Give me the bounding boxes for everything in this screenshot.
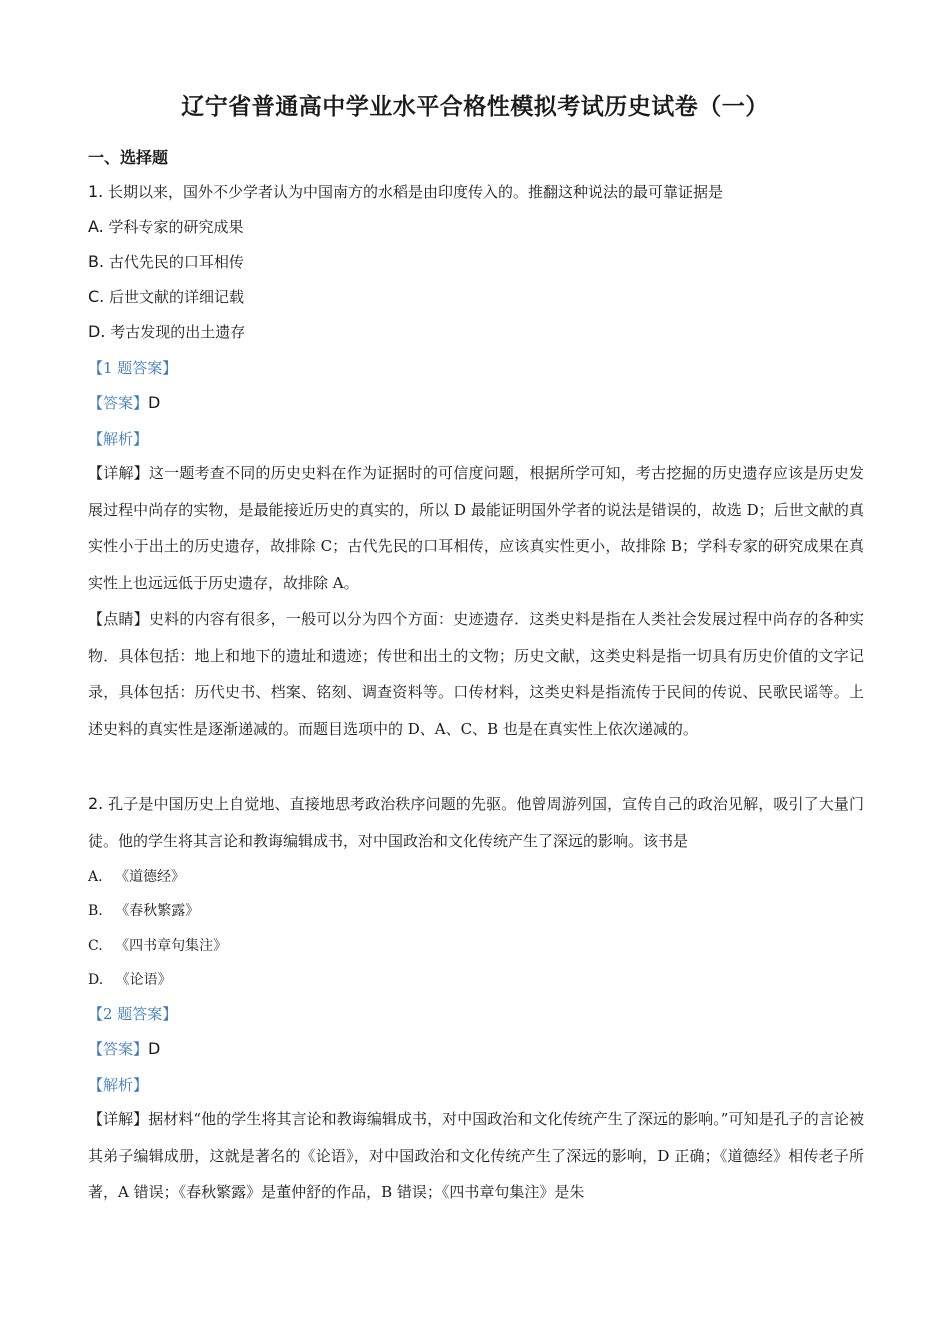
detail-text: 这一题考查不同的历史史料在作为证据时的可信度问题，根据所学可知，考古挖掘的历史遗存应该是历史发展过程中尚存的实物，是最能接近历史的真实的，所以 D 最能证明国外学者的说法是错误的，故选 D；后世文献的真实性小于出土的历史遗存，故排除 C；古代先民的口耳相传，应该真实性更小，故排除 B；学科专家的研究成果在真实性上也远远低于历史遗存，故排除 A。 — [88, 464, 864, 592]
question-2-answer-header: 【2 题答案】 — [88, 1005, 178, 1023]
option-text: 《四书章句集注》 — [115, 938, 228, 954]
answer-value: D — [148, 1039, 161, 1058]
option-text: 《论语》 — [115, 972, 172, 988]
question-2-detail — [88, 1101, 864, 1211]
option-text: 考古发现的出土遗存 — [110, 323, 246, 341]
question-2-answer — [88, 1038, 868, 1060]
answer-value: D — [148, 393, 161, 412]
question-2-option-d — [88, 969, 868, 991]
option-letter: A. — [88, 217, 104, 236]
question-1-analysis-label: 【解析】 — [88, 430, 149, 448]
question-1-detail — [88, 455, 864, 601]
detail-label: 【详解】 — [88, 464, 149, 482]
detail-text: 据材料“他的学生将其言论和教诲编辑成书，对中国政治和文化传统产生了深远的影响。”可知是孔子的言论被其弟子编辑成册，这就是著名的《论语》，对中国政治和文化传统产生了深远的影响，D 正确；《道德经》相传老子所著，A 错误；《春秋繁露》是董仲舒的作品，B 错误；《四书章句集注》是朱 — [88, 1110, 864, 1201]
answer-label: 【答案】 — [88, 1040, 149, 1058]
option-text: 《春秋繁露》 — [115, 903, 200, 919]
option-text: 学科专家的研究成果 — [108, 218, 244, 236]
question-2-option-a — [88, 866, 868, 888]
option-text: 《道德经》 — [115, 869, 186, 885]
option-letter: C. — [88, 287, 105, 306]
option-text: 古代先民的口耳相传 — [108, 253, 244, 271]
question-text: 长期以来，国外不少学者认为中国南方的水稻是由印度传入的。推翻这种说法的最可靠证据是 — [108, 183, 724, 201]
question-1-option-a — [88, 216, 868, 238]
option-letter: B. — [88, 252, 105, 271]
question-1-stem — [88, 181, 868, 203]
question-1-tip — [88, 601, 864, 747]
question-1-option-c — [88, 286, 868, 308]
tip-text: 史料的内容有很多，一般可以分为四个方面：史迹遗存．这类史料是指在人类社会发展过程中尚存的各种实物．具体包括：地上和地下的遗址和遗迹；传世和出土的文物；历史文献，这类史料是指一切具有历史价值的文字记录，具体包括：历代史书、档案、铭刻、调查资料等。口传材料，这类史料是指流传于民间的传说、民歌民谣等。上述史料的真实性是逐渐递减的。而题目选项中的 D、A、C、B 也是在真实性上依次递减的。 — [88, 610, 864, 738]
detail-label: 【详解】 — [88, 1110, 149, 1128]
page-title: 辽宁省普通高中学业水平合格性模拟考试历史试卷（一） — [181, 94, 769, 120]
question-2-option-b — [88, 900, 868, 922]
question-1-answer-header: 【1 题答案】 — [88, 359, 178, 377]
section-heading: 一、选择题 — [88, 148, 169, 167]
option-letter: D. — [88, 972, 104, 988]
question-number: 2. — [88, 794, 104, 813]
answer-label: 【答案】 — [88, 394, 149, 412]
question-1-answer — [88, 392, 868, 414]
question-2-option-c — [88, 935, 868, 957]
question-2-analysis-label: 【解析】 — [88, 1076, 149, 1094]
question-1-option-d — [88, 321, 868, 343]
question-2-stem — [88, 786, 864, 859]
question-1-option-b — [88, 251, 868, 273]
tip-label: 【点睛】 — [88, 610, 149, 628]
option-letter: A. — [88, 869, 103, 885]
option-letter: D. — [88, 322, 106, 341]
option-text: 后世文献的详细记载 — [109, 288, 245, 306]
option-letter: B. — [88, 903, 103, 919]
question-number: 1. — [88, 182, 104, 201]
question-text: 孔子是中国历史上自觉地、直接地思考政治秩序问题的先驱。他曾周游列国，宣传自己的政治见解，吸引了大量门徒。他的学生将其言论和教诲编辑成书，对中国政治和文化传统产生了深远的影响。该书是 — [88, 795, 864, 850]
option-letter: C. — [88, 938, 103, 954]
